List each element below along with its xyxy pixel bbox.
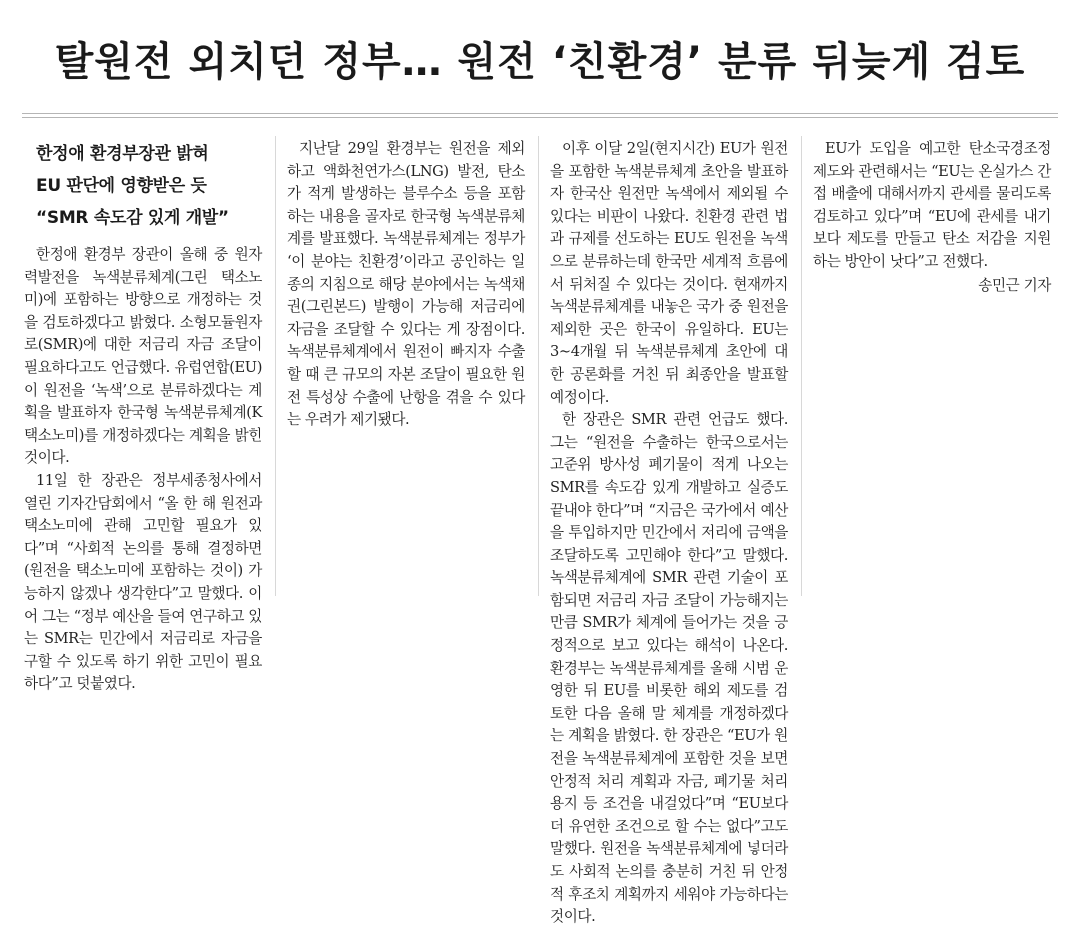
article-paragraph: 한 장관은 SMR 관련 언급도 했다. 그는 “원전을 수출하는 한국으로서는 고준위 방사성 폐기물이 적게 나오는 SMR를 속도감 있게 개발하고 실증도 끝내야 한다”며 “지금은 국가에서 예산을 투입하지만 민간에서 저리에 금액을 조달하도록 고민해야 한다”고 말했다. 녹색분류체계에 SMR 관련 기술이 포함되면 저금리 자금 조달이 가능해지는 만큼 SMR가 체계에 들어가는 것을 긍정적으로 보고 있다는 해석이 나온다. 환경부는 녹색분류체계를 올해 시범 운영한 뒤 EU를 비롯한 해외 제도를 검토한 다음 올해 말 체계를 개정하겠다는 계획을 밝혔다. 한 장관은 “EU가 원전을 녹색분류체계에 포함한 것을 보면 안정적 처리 계획과 자금, 폐기물 처리 용지 등 조건을 내걸었다”며 “EU보다 더 유연한 조건으로 할 수는 없다”고도 말했다. 원전을 녹색분류체계에 넣더라도 사회적 논의를 충분히 거친 뒤 안정적 후조치 계획까지 세워야 가능하다는 것이다.	[550, 411, 788, 926]
headline-rule-upper	[22, 113, 1058, 114]
headline-rule-lower	[22, 117, 1058, 118]
article-paragraph: 지난달 29일 환경부는 원전을 제외하고 액화천연가스(LNG) 발전, 탄소가 적게 발생하는 블루수소 등을 포함하는 내용을 골자로 한국형 녹색분류체계를 발표했다. 녹색분류체계는 정부가 ‘이 분야는 친환경’이라고 공인하는 일종의 지침으로 해당 분야에서는 녹색채권(그린본드) 발행이 가능해 저금리에 자금을 조달할 수 있다는 게 장점이다. 녹색분류체계에서 원전이 빠지자 수출할 때 큰 규모의 자본 조달이 필요한 원전 특성상 수출에 난항을 겪을 수 있다는 우려가 제기됐다.	[287, 140, 525, 429]
article-column-2	[287, 138, 525, 432]
subheadline: 한정애 환경부장관 밝혀	[36, 144, 209, 164]
article-paragraph: 한정애 환경부 장관이 올해 중 원자력발전을 녹색분류체계(그린 택소노미)에 포함하는 방향으로 개정하는 것을 검토하겠다고 밝혔다. 소형모듈원자로(SMR)에 대한 저금리 자금 조달이 필요하다고도 언급했다. 유럽연합(EU)이 원전을 ‘녹색’으로 분류하겠다는 계획을 발표하자 한국형 녹색분류체계(K택소노미)를 개정하겠다는 계획을 밝힌 것이다.	[24, 246, 262, 467]
article-column-4	[813, 138, 1051, 297]
article-headline: 탈원전 외치던 정부… 원전 ‘친환경’ 분류 뒤늦게 검토	[54, 39, 1026, 85]
article-column-3	[550, 138, 788, 929]
article-column-1	[24, 138, 262, 696]
column-divider	[275, 136, 276, 596]
subheadline: “SMR 속도감 있게 개발”	[36, 208, 229, 228]
column-divider	[538, 136, 539, 596]
article-paragraph: 11일 한 장관은 정부세종청사에서 열린 기자간담회에서 “올 한 해 원전과 택소노미에 관해 고민할 필요가 있다”며 “사회적 논의를 통해 결정하면 (원전을 택소노미에 포함하는 것이) 가능하지 않겠나 생각한다”고 말했다. 이어 그는 “정부 예산을 들여 연구하고 있는 SMR는 민간에서 저금리로 자금을 구할 수 있도록 하기 위한 고민이 필요하다”고 덧붙였다.	[24, 471, 262, 693]
subheadline-block	[36, 138, 262, 234]
article-paragraph: EU가 도입을 예고한 탄소국경조정제도와 관련해서는 “EU는 온실가스 간접 배출에 대해서까지 관세를 물리도록 검토하고 있다”며 “EU에 관세를 내기보다 제도를 만들고 탄소 저감을 지원하는 방안이 낫다”고 전했다.	[813, 140, 1051, 270]
subheadline: EU 판단에 영향받은 듯	[36, 176, 207, 196]
article-paragraph: 이후 이달 2일(현지시간) EU가 원전을 포함한 녹색분류체계 초안을 발표하자 한국산 원전만 녹색에서 제외될 수 있다는 비판이 나왔다. 친환경 관련 법과 규제를 선도하는 EU도 원전을 녹색으로 분류하는데 한국만 세계적 흐름에서 뒤처질 수 있다는 것이다. 현재까지 녹색분류체계를 내놓은 국가 중 원전을 제외한 곳은 한국이 유일하다. EU는 3∼4개월 뒤 녹색분류체계 초안에 대한 공론화를 거친 뒤 최종안을 발표할 예정이다.	[550, 140, 788, 406]
byline: 송민근 기자	[978, 276, 1051, 294]
column-divider	[801, 136, 802, 596]
